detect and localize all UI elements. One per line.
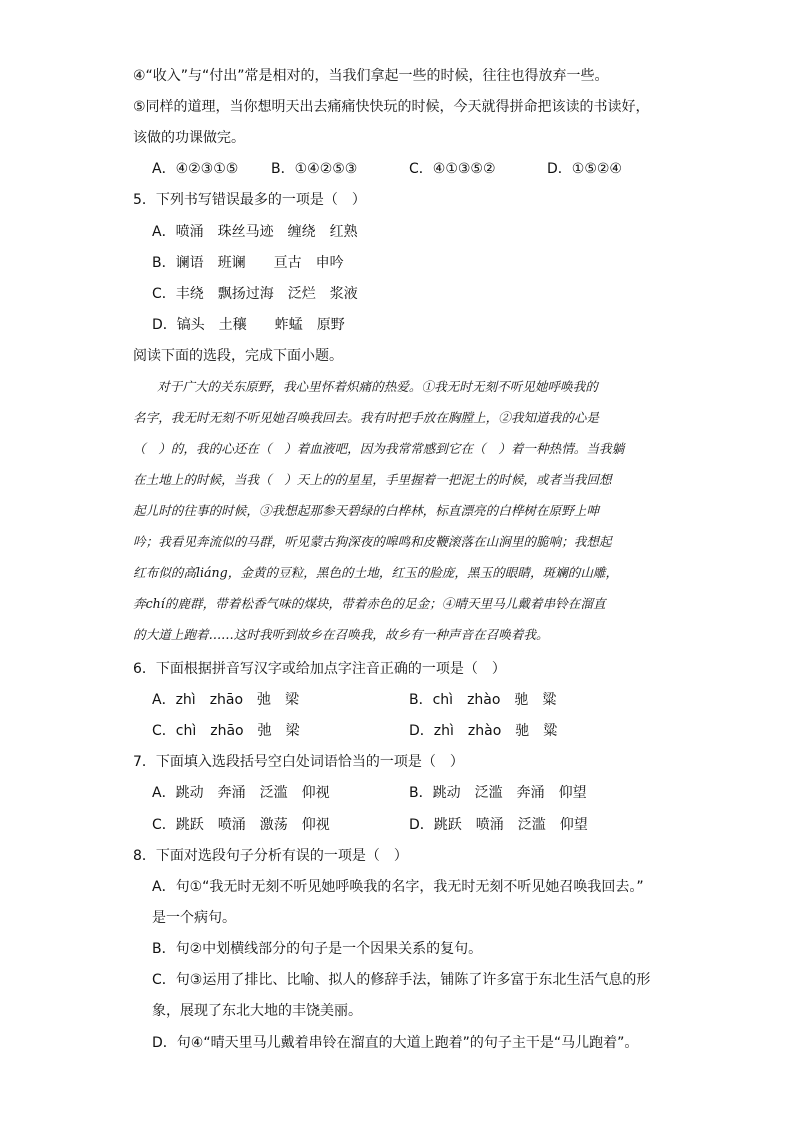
q4-option-a: A．④②③①⑤ — [152, 161, 239, 177]
intro-line: ⑤同样的道理，当你想明天出去痛痛快快玩的时候，今天就得拼命把该读的书读好， — [133, 99, 650, 115]
passage-line: 对于广大的关东原野，我心里怀着炽痛的热爱。①我无时无刻不听见她呼唤我的 — [157, 379, 598, 394]
q8-option-d: D．句④“晴天里马儿戴着串铃在溜直的大道上跑着”的句子主干是“马儿跑着”。 — [152, 1035, 639, 1051]
q8-option-b: B．句②中划横线部分的句子是一个因果关系的复句。 — [152, 941, 483, 957]
q8-option-a-cont: 是一个病句。 — [152, 910, 236, 926]
q6-stem: 6．下面根据拼音写汉字或给加点字注音正确的一项是（ ） — [133, 661, 506, 677]
q8-option-c-cont: 象，展现了东北大地的丰饶美丽。 — [152, 1003, 362, 1019]
q5-option-b: B．谰语 班谰 亘古 申吟 — [152, 255, 344, 271]
passage-line: 红布似的高liáng，金黄的豆粒，黑色的土地，红玉的脸庞，黑玉的眼睛，斑斓的山雕， — [133, 565, 619, 580]
q7-stem: 7．下面填入选段括号空白处词语恰当的一项是（ ） — [133, 754, 464, 770]
q5-stem: 5．下列书写错误最多的一项是（ ） — [133, 192, 366, 208]
q6-option-a: A．zhì zhāo 弛 梁 — [152, 692, 300, 708]
passage-line: 吟；我看见奔流似的马群，听见蒙古狗深夜的嗥鸣和皮鞭滚落在山涧里的脆响；我想起 — [133, 534, 612, 549]
passage-line: （ ）的，我的心还在（ ）着血液吧，因为我常常感到它在（ ）着一种热情。当我躺 — [133, 441, 625, 456]
reading-intro: 阅读下面的选段，完成下面小题。 — [133, 348, 343, 364]
q5-option-c: C．丰绕 飘扬过海 泛烂 浆液 — [152, 286, 358, 302]
q6-option-d: D．zhì zhào 驰 粱 — [409, 723, 558, 739]
q7-option-d: D．跳跃 喷涌 泛滥 仰望 — [409, 817, 588, 833]
q4-option-b: B．①④②⑤③ — [271, 161, 358, 177]
q8-option-c: C．句③运用了排比、比喻、拟人的修辞手法，铺陈了许多富于东北生活气息的形 — [152, 972, 651, 988]
q6-option-c: C．chì zhāo 弛 梁 — [152, 723, 300, 739]
intro-line: ④“收入”与“付出”常是相对的，当我们拿起一些的时候，往往也得放弃一些。 — [133, 68, 609, 84]
passage-line: 的大道上跑着……这时我听到故乡在召唤我，故乡有一种声音在召唤着我。 — [133, 627, 549, 642]
q4-option-d: D．①⑤②④ — [547, 161, 622, 177]
passage-line: 名字，我无时无刻不听见她召唤我回去。我有时把手放在胸膛上，②我知道我的心是 — [133, 410, 599, 425]
q8-stem: 8．下面对选段句子分析有误的一项是（ ） — [133, 848, 408, 864]
passage-line: 起儿时的往事的时候，③我想起那参天碧绿的白桦林，标直漂亮的白桦树在原野上呻 — [133, 503, 599, 518]
q4-option-c: C．④①③⑤② — [409, 161, 496, 177]
q7-option-a: A．跳动 奔涌 泛滥 仰视 — [152, 785, 330, 801]
q7-option-b: B．跳动 泛滥 奔涌 仰望 — [409, 785, 587, 801]
q7-option-c: C．跳跃 喷涌 激荡 仰视 — [152, 817, 330, 833]
q5-option-a: A．喷涌 珠丝马迹 缠绕 红熟 — [152, 224, 358, 240]
q5-option-d: D．镐头 土穰 蚱蜢 原野 — [152, 317, 345, 333]
passage-line: 奔chí的鹿群，带着松香气味的煤块，带着赤色的足金；④晴天里马儿戴着串铃在溜直 — [133, 596, 606, 611]
passage-line: 在土地上的时候，当我（ ）天上的的星星，手里握着一把泥土的时候，或者当我回想 — [133, 472, 612, 487]
q8-option-a: A．句①“我无时无刻不听见她呼唤我的名字，我无时无刻不听见她召唤我回去。” — [152, 879, 644, 895]
q6-option-b: B．chì zhào 驰 粱 — [409, 692, 557, 708]
intro-line: 该做的功课做完。 — [133, 130, 245, 146]
